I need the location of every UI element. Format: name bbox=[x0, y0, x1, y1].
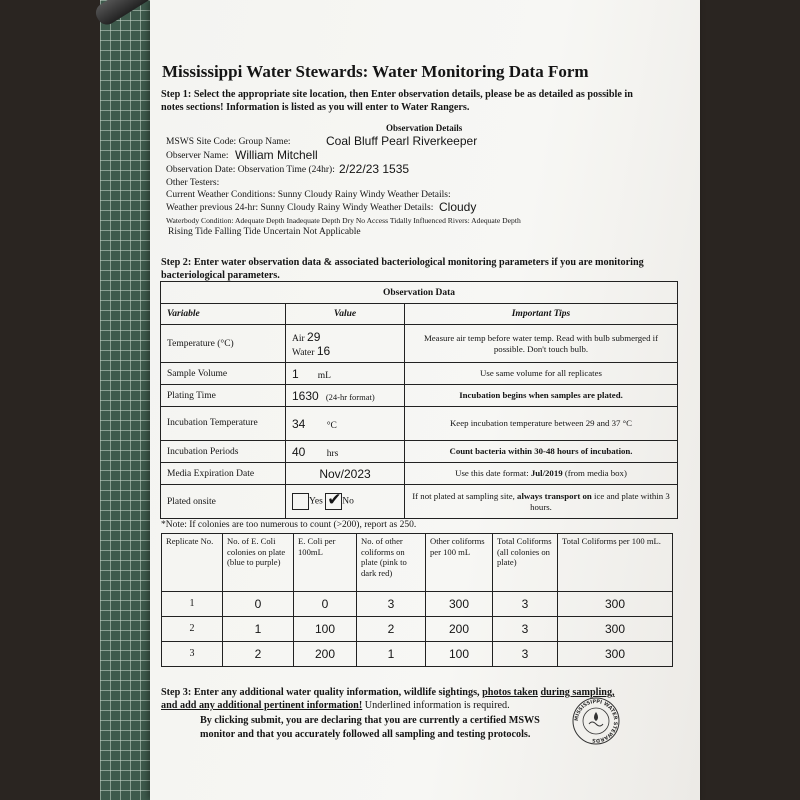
plating-tip: Incubation begins when samples are plated. bbox=[405, 385, 678, 407]
group-name-value: Coal Bluff Pearl Riverkeeper bbox=[326, 134, 478, 148]
expiration-tip-pre: Use this date format: bbox=[455, 468, 529, 478]
cell: 3 bbox=[162, 642, 223, 667]
bact-header-3: No. of other coliforms on plate (pink to dark red) bbox=[357, 534, 426, 592]
bact-header-5: Total Coliforms (all colonies on plate) bbox=[493, 534, 558, 592]
incubation-temp-label: Incubation Temperature bbox=[161, 407, 286, 441]
col-tips: Important Tips bbox=[405, 304, 678, 325]
cell[interactable]: 0 bbox=[223, 592, 294, 617]
temp-tip: Measure air temp before water temp. Read with bulb submerged if possible. Don't touch bulb. bbox=[405, 325, 678, 363]
plating-value-cell[interactable] bbox=[286, 385, 405, 407]
bact-header-4: Other coliforms per 100 mL bbox=[426, 534, 493, 592]
expiration-value-cell[interactable] bbox=[286, 463, 405, 485]
no-checkbox[interactable] bbox=[325, 490, 342, 510]
incubation-period-unit: hrs bbox=[326, 448, 339, 459]
step2-line1: Step 2: Enter water observation data & associated bacteriological monitoring parameters if you are monitoring bbox=[161, 257, 644, 268]
incubation-temp-tip: Keep incubation temperature between 29 and 37 °C bbox=[405, 407, 678, 441]
onsite-value-cell bbox=[286, 485, 405, 519]
col-value: Value bbox=[286, 304, 405, 325]
table-row bbox=[162, 617, 673, 642]
incubation-temp-value-cell[interactable] bbox=[286, 407, 405, 441]
tide-options: Rising Tide Falling Tide Uncertain Not Applicable bbox=[168, 227, 361, 237]
incubation-temp-value: 34 bbox=[292, 416, 306, 431]
step1-line2: notes sections! Information is listed as you will enter to Water Rangers. bbox=[161, 102, 470, 113]
onsite-tip bbox=[405, 485, 678, 519]
incubation-period-value: 40 bbox=[292, 444, 306, 459]
step3-b: photos taken bbox=[482, 687, 538, 698]
obs-datetime-value: 2/22/23 1535 bbox=[339, 162, 410, 176]
volume-label: Sample Volume bbox=[161, 363, 286, 385]
bacteria-table bbox=[161, 533, 673, 667]
site-code-label: MSWS Site Code: Group Name: bbox=[166, 137, 291, 147]
no-label: No bbox=[342, 496, 354, 507]
cell[interactable]: 0 bbox=[294, 592, 357, 617]
svg-text:MISSISSIPPI WATER STEWARDS bbox=[574, 699, 618, 743]
volume-value-cell[interactable] bbox=[286, 363, 405, 385]
step3-c: during sampling, bbox=[540, 687, 615, 698]
step3-line1 bbox=[161, 686, 615, 699]
incubation-period-label: Incubation Periods bbox=[161, 441, 286, 463]
expiration-tip bbox=[405, 463, 678, 485]
air-label: Air bbox=[292, 333, 305, 344]
observation-data-table bbox=[160, 281, 678, 519]
step3-e: Underlined information is required. bbox=[364, 700, 510, 711]
cell[interactable]: 2 bbox=[357, 617, 426, 642]
bact-header-6: Total Coliforms per 100 mL. bbox=[558, 534, 673, 592]
cell[interactable]: 3 bbox=[493, 617, 558, 642]
step3-line3: By clicking submit, you are declaring that you are currently a certified MSWS bbox=[200, 715, 540, 726]
form-title: Mississippi Water Stewards: Water Monitoring Data Form bbox=[162, 62, 589, 81]
waterbody-label: Waterbody Condition: Adequate Depth Inadequate Depth Dry No Access Tidally Influenced Rivers: Adequate Depth bbox=[166, 216, 521, 225]
water-value: 16 bbox=[316, 343, 331, 358]
seal-text: MISSISSIPPI WATER STEWARDS bbox=[573, 698, 619, 744]
weather-prev-value: Cloudy bbox=[439, 200, 477, 214]
table-row bbox=[162, 592, 673, 617]
cell[interactable]: 3 bbox=[493, 592, 558, 617]
cell[interactable]: 2 bbox=[223, 642, 294, 667]
plating-unit: (24-hr format) bbox=[325, 391, 375, 402]
cell: 2 bbox=[162, 617, 223, 642]
step1-line1: Step 1: Select the appropriate site location, then Enter observation details, please be as detailed as possible in bbox=[161, 89, 633, 100]
cell[interactable]: 300 bbox=[558, 592, 673, 617]
incubation-period-value-cell[interactable] bbox=[286, 441, 405, 463]
temp-label: Temperature (°C) bbox=[161, 325, 286, 363]
other-testers-label: Other Testers: bbox=[166, 178, 220, 188]
temp-value-cell[interactable] bbox=[286, 325, 405, 363]
incubation-period-tip: Count bacteria within 30-48 hours of incubation. bbox=[405, 441, 678, 463]
col-variable: Variable bbox=[161, 304, 286, 325]
onsite-tip-bold: always transport on bbox=[517, 490, 592, 501]
onsite-tip-post: ice and plate within 3 hours. bbox=[530, 490, 670, 512]
cell[interactable]: 1 bbox=[357, 642, 426, 667]
cell[interactable]: 100 bbox=[294, 617, 357, 642]
expiration-value: Nov/2023 bbox=[319, 466, 371, 481]
bact-header-0: Replicate No. bbox=[162, 534, 223, 592]
incubation-temp-unit: °C bbox=[326, 420, 337, 431]
observer-label: Observer Name: bbox=[166, 151, 229, 161]
plating-label: Plating Time bbox=[161, 385, 286, 407]
yes-label: Yes bbox=[309, 496, 323, 507]
cell[interactable]: 300 bbox=[558, 617, 673, 642]
step3-a: Step 3: Enter any additional water quality information, wildlife sightings, bbox=[161, 687, 480, 698]
onsite-tip-pre: If not plated at sampling site, bbox=[412, 490, 515, 501]
volume-value: 1 bbox=[292, 366, 299, 381]
cell[interactable]: 200 bbox=[426, 617, 493, 642]
step2-line2: bacteriological parameters. bbox=[161, 270, 280, 281]
plating-value: 1630 bbox=[292, 388, 319, 403]
cell[interactable]: 100 bbox=[426, 642, 493, 667]
cell[interactable]: 200 bbox=[294, 642, 357, 667]
volume-tip: Use same volume for all replicates bbox=[405, 363, 678, 385]
cell[interactable]: 300 bbox=[558, 642, 673, 667]
expiration-tip-format: Jul/2019 bbox=[530, 468, 563, 478]
volume-unit: mL bbox=[317, 370, 331, 381]
air-value: 29 bbox=[307, 329, 321, 344]
expiration-label: Media Expiration Date bbox=[161, 463, 286, 485]
bact-header-1: No. of E. Coli colonies on plate (blue to purple) bbox=[223, 534, 294, 592]
weather-current-label: Current Weather Conditions: Sunny Cloudy Rainy Windy Weather Details: bbox=[166, 190, 451, 200]
step3-d: and add any additional pertinent information! bbox=[161, 700, 363, 711]
step3-line4: monitor and that you accurately followed all sampling and testing protocols. bbox=[200, 729, 531, 740]
weather-prev-label: Weather previous 24-hr: Sunny Cloudy Rainy Windy Weather Details: bbox=[166, 203, 434, 213]
step3-line2 bbox=[161, 699, 510, 712]
cell[interactable]: 3 bbox=[357, 592, 426, 617]
cell[interactable]: 300 bbox=[426, 592, 493, 617]
water-label: Water bbox=[292, 347, 315, 358]
colony-note: *Note: If colonies are too numerous to count (>200), report as 250. bbox=[161, 520, 417, 530]
check-mark-icon: ✔ bbox=[327, 490, 342, 510]
bact-header-2: E. Coli per 100mL bbox=[294, 534, 357, 592]
obs-date-label: Observation Date: Observation Time (24hr): bbox=[166, 165, 335, 175]
observation-data-title: Observation Data bbox=[161, 282, 678, 304]
observer-name-value: William Mitchell bbox=[235, 148, 318, 162]
cell[interactable]: 1 bbox=[223, 617, 294, 642]
cell: 1 bbox=[162, 592, 223, 617]
mississippi-water-stewards-seal bbox=[572, 697, 620, 745]
cell[interactable]: 3 bbox=[493, 642, 558, 667]
table-row bbox=[162, 642, 673, 667]
observation-details-heading: Observation Details bbox=[386, 123, 463, 133]
onsite-label: Plated onsite bbox=[161, 485, 286, 519]
yes-checkbox[interactable] bbox=[292, 493, 309, 510]
expiration-tip-post: (from media box) bbox=[564, 468, 627, 478]
